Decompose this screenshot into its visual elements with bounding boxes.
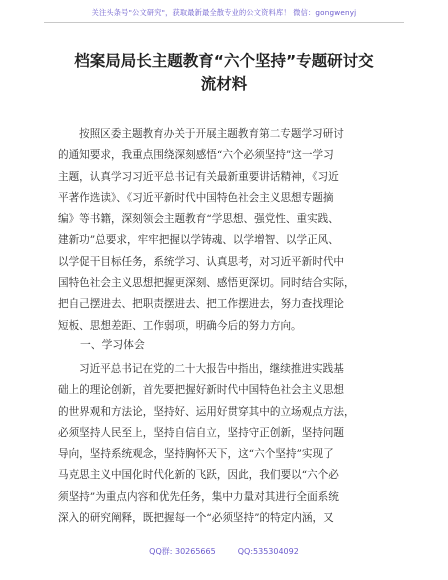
paragraph-line: 主题，认真学习习近平总书记有关最新重要讲话精神，《习近 bbox=[58, 170, 339, 183]
footer-qq-group: QQ群: 30265665 bbox=[149, 547, 216, 556]
paragraph-line: 平著作选读》、《习近平新时代中国特色社会主义思想专题摘 bbox=[58, 191, 334, 204]
paragraph-line: 马克思主义中国化时代化新的飞跃，因此，我们要以“六个必 bbox=[58, 469, 339, 482]
paragraph-line: 习近平总书记在党的二十大报告中指出，继续推进实践基 bbox=[79, 363, 344, 375]
paragraph-line: 编》等书籍，深刻领会主题教育“学思想、强党性、重实践、 bbox=[58, 213, 339, 226]
paragraph-line: 按照区委主题教育办关于开展主题教育第二专题学习研讨 bbox=[79, 128, 344, 140]
paragraph-line: 深入的研究阐释，既把握每一个“必须坚持”的特定内涵，又 bbox=[58, 512, 334, 525]
footer-qq-number: QQ:535304092 bbox=[237, 547, 299, 556]
footer-contact bbox=[0, 546, 448, 557]
paragraph-line: 础上的理论创新，首先要把握好新时代中国特色社会主义思想 bbox=[58, 384, 345, 397]
paragraph-study bbox=[58, 359, 391, 529]
title-line-1: 档案局局长主题教育“六个坚持”专题研讨交 bbox=[74, 52, 374, 70]
paragraph-line: 把自己摆进去、把职责摆进去、把工作摆进去，努力查找理论 bbox=[58, 298, 345, 311]
paragraph-line: 的世界观和方法论，坚持好、运用好贯穿其中的立场观点方法， bbox=[58, 405, 355, 418]
paragraph-line: 必须坚持人民至上，坚持自信自立，坚持守正创新，坚持问题 bbox=[58, 426, 345, 439]
paragraph-line: 国特色社会主义思想把握更深刻、感悟更深切。同时结合实际， bbox=[58, 277, 355, 290]
document-title bbox=[56, 50, 392, 96]
header-promo-text: 关注头条号"公文研究"，获取最新最全散专业的公文资料库！ 微信：gongwenyj bbox=[91, 8, 357, 17]
paragraph-line: 建新功”总要求，牢牢把握以学铸魂、以学增智、以学正风、 bbox=[58, 234, 339, 247]
title-line-2: 流材料 bbox=[200, 75, 248, 93]
header-divider bbox=[44, 22, 404, 23]
paragraph-line: 须坚持”为重点内容和优先任务，集中力量对其进行全面系统 bbox=[58, 490, 339, 503]
paragraph-line: 导向，坚持系统观念，坚持胸怀天下，这“六个坚持”实现了 bbox=[58, 448, 334, 461]
paragraph-line: 以学促干目标任务，系统学习、认真思考，对习近平新时代中 bbox=[58, 255, 345, 268]
section-heading: 一、学习体会 bbox=[80, 338, 145, 351]
paragraph-intro bbox=[58, 124, 391, 337]
paragraph-line: 的通知要求，我重点围绕深刻感悟“六个必须坚持”这一学习 bbox=[58, 149, 334, 162]
paragraph-line: 短板、思想差距、工作弱项，明确今后的努力方向。 bbox=[58, 319, 302, 332]
